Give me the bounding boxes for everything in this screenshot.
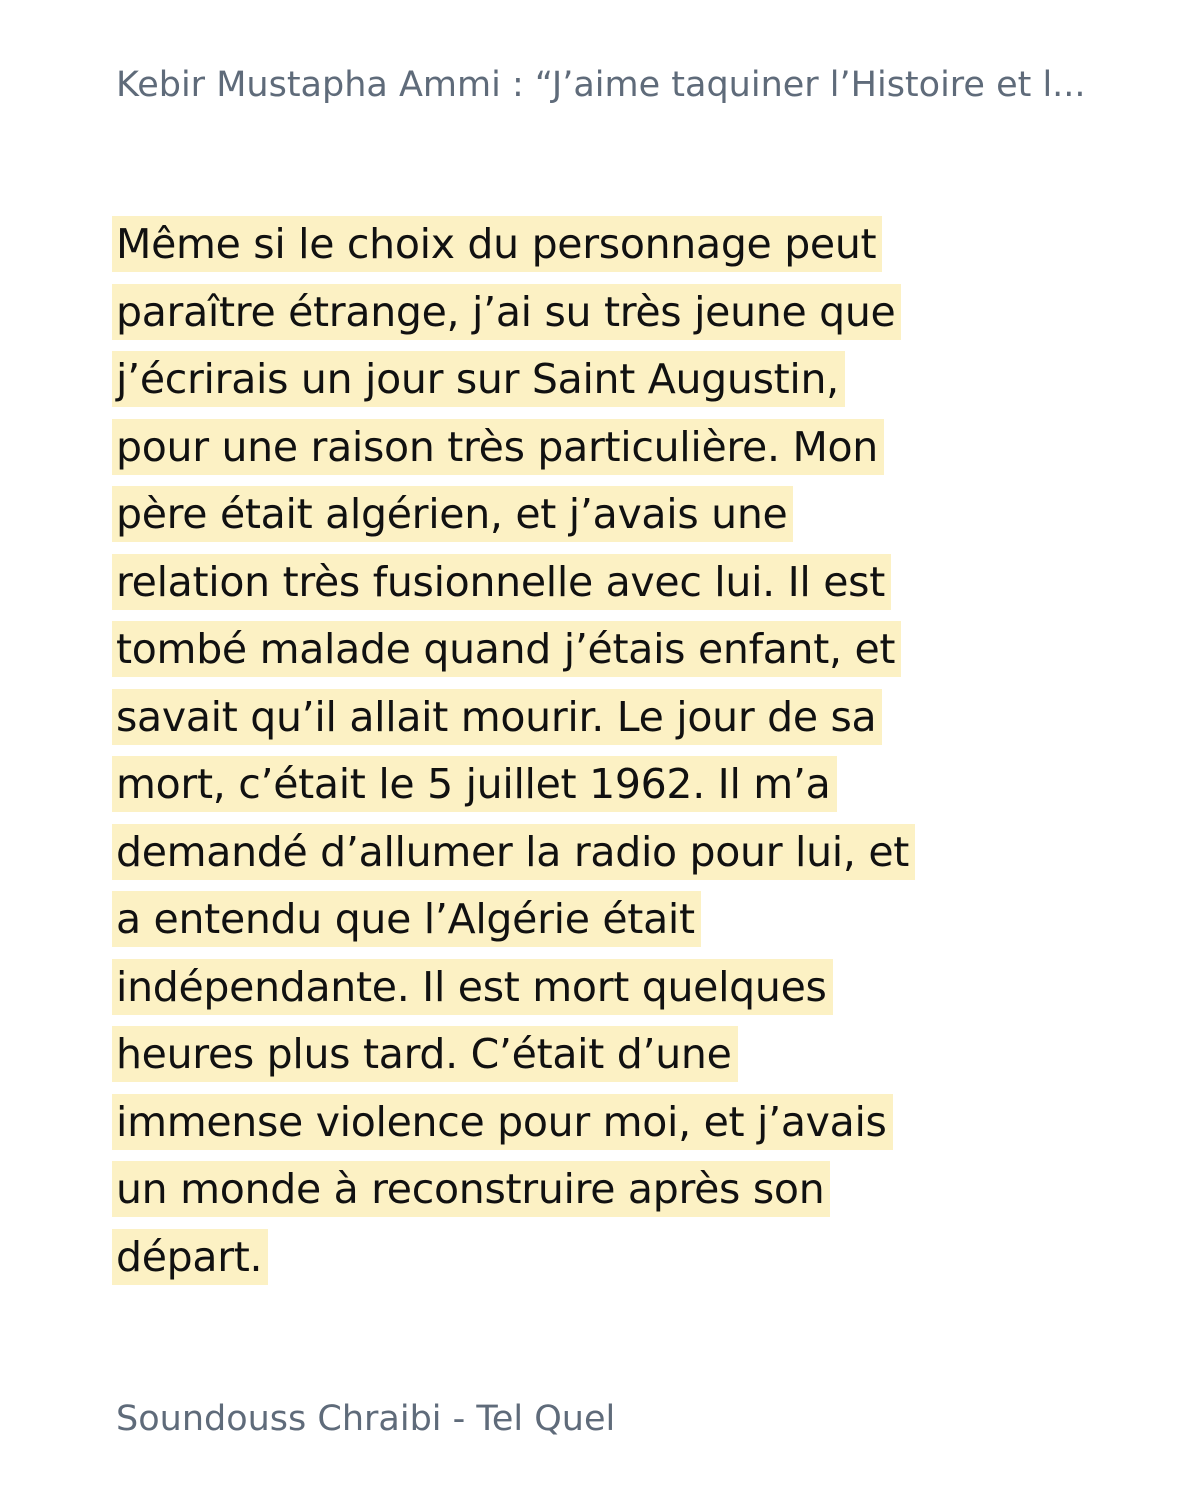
- quote-line: [112, 824, 1072, 880]
- quote-line: [112, 419, 1072, 475]
- quote-line-text: mort, c’était le 5 juillet 1962. Il m’a: [112, 756, 837, 812]
- quote-line: [112, 959, 1072, 1015]
- highlighted-quote: [112, 216, 1072, 1296]
- quote-line: [112, 756, 1072, 812]
- quote-line: [112, 891, 1072, 947]
- quote-line-text: tombé malade quand j’étais enfant, et: [112, 621, 901, 677]
- quote-line-text: père était algérien, et j’avais une: [112, 486, 793, 542]
- quote-line: [112, 1229, 1072, 1285]
- quote-line-text: relation très fusionnelle avec lui. Il est: [112, 554, 891, 610]
- quote-line-text: heures plus tard. C’était d’une: [112, 1026, 738, 1082]
- source-attribution: Soundouss Chraibi - Tel Quel: [116, 1399, 616, 1439]
- quote-line-text: paraître étrange, j’ai su très jeune que: [112, 284, 901, 340]
- quote-line: [112, 1094, 1072, 1150]
- quote-line-text: indépendante. Il est mort quelques: [112, 959, 833, 1015]
- quote-line-text: savait qu’il allait mourir. Le jour de sa: [112, 689, 882, 745]
- quote-line-text: un monde à reconstruire après son: [112, 1161, 830, 1217]
- quote-line: [112, 284, 1072, 340]
- article-title[interactable]: Kebir Mustapha Ammi : “J’aime taquiner l’Histoire et l...: [116, 65, 1086, 105]
- quote-line: [112, 621, 1072, 677]
- quote-line-text: demandé d’allumer la radio pour lui, et: [112, 824, 915, 880]
- quote-line-text: j’écrirais un jour sur Saint Augustin,: [112, 351, 845, 407]
- quote-line: [112, 351, 1072, 407]
- quote-line-text: immense violence pour moi, et j’avais: [112, 1094, 893, 1150]
- quote-line: [112, 486, 1072, 542]
- quote-line-text: a entendu que l’Algérie était: [112, 891, 701, 947]
- quote-line-text: départ.: [112, 1229, 268, 1285]
- quote-line: [112, 554, 1072, 610]
- quote-line: [112, 689, 1072, 745]
- quote-line: [112, 216, 1072, 272]
- quote-line-text: Même si le choix du personnage peut: [112, 216, 882, 272]
- quote-line: [112, 1161, 1072, 1217]
- quote-line-text: pour une raison très particulière. Mon: [112, 419, 884, 475]
- quote-line: [112, 1026, 1072, 1082]
